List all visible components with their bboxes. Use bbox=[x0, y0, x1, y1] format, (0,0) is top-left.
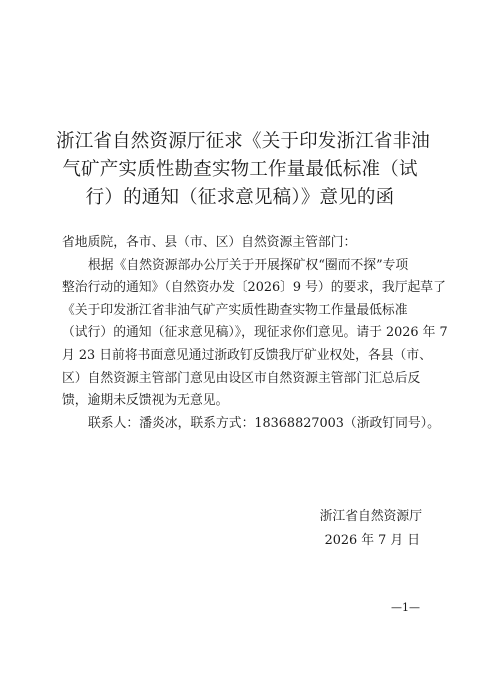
paragraph-line-6: 区）自然资源主管部门意见由设区市自然资源主管部门汇总后反 bbox=[62, 370, 421, 386]
signature-organization: 浙江省自然资源厅 bbox=[319, 509, 422, 524]
page-number: —1— bbox=[391, 601, 420, 614]
signature-date: 2026 年 7 月 日 bbox=[324, 533, 420, 548]
title-line-2: 气矿产实质性勘查实物工作量最低标准（试 bbox=[62, 159, 418, 180]
title-line-1: 浙江省自然资源厅征求《关于印发浙江省非油 bbox=[56, 131, 431, 152]
paragraph-line-2: 整治行动的通知》（自然资办发〔2026〕9 号）的要求，我厅起草了 bbox=[62, 280, 446, 296]
paragraph-line-1: 根据《自然资源部办公厅关于开展探矿权“圈而不探”专项 bbox=[88, 257, 409, 273]
paragraph-line-4: （试行）的通知（征求意见稿）》，现征求你们意见。请于 2026 年 7 bbox=[62, 325, 448, 341]
document-title bbox=[56, 128, 431, 212]
contact-line: 联系人：潘炎冰，联系方式：18368827003（浙政钉同号）。 bbox=[88, 415, 440, 431]
paragraph-line-3: 《关于印发浙江省非油气矿产实质性勘查实物工作量最低标准 bbox=[62, 302, 408, 318]
title-line-3: 行）的通知（征求意见稿）》意见的函 bbox=[85, 187, 395, 208]
letter-body bbox=[62, 232, 448, 435]
paragraph-line-7: 馈，逾期未反馈视为无意见。 bbox=[62, 393, 229, 409]
main-paragraph bbox=[62, 255, 448, 413]
signature-block bbox=[250, 505, 422, 553]
paragraph-line-5: 月 23 日前将书面意见通过浙政钉反馈我厅矿业权处，各县（市、 bbox=[62, 347, 432, 363]
salutation: 省地质院，各市、县（市、区）自然资源主管部门： bbox=[62, 235, 357, 250]
